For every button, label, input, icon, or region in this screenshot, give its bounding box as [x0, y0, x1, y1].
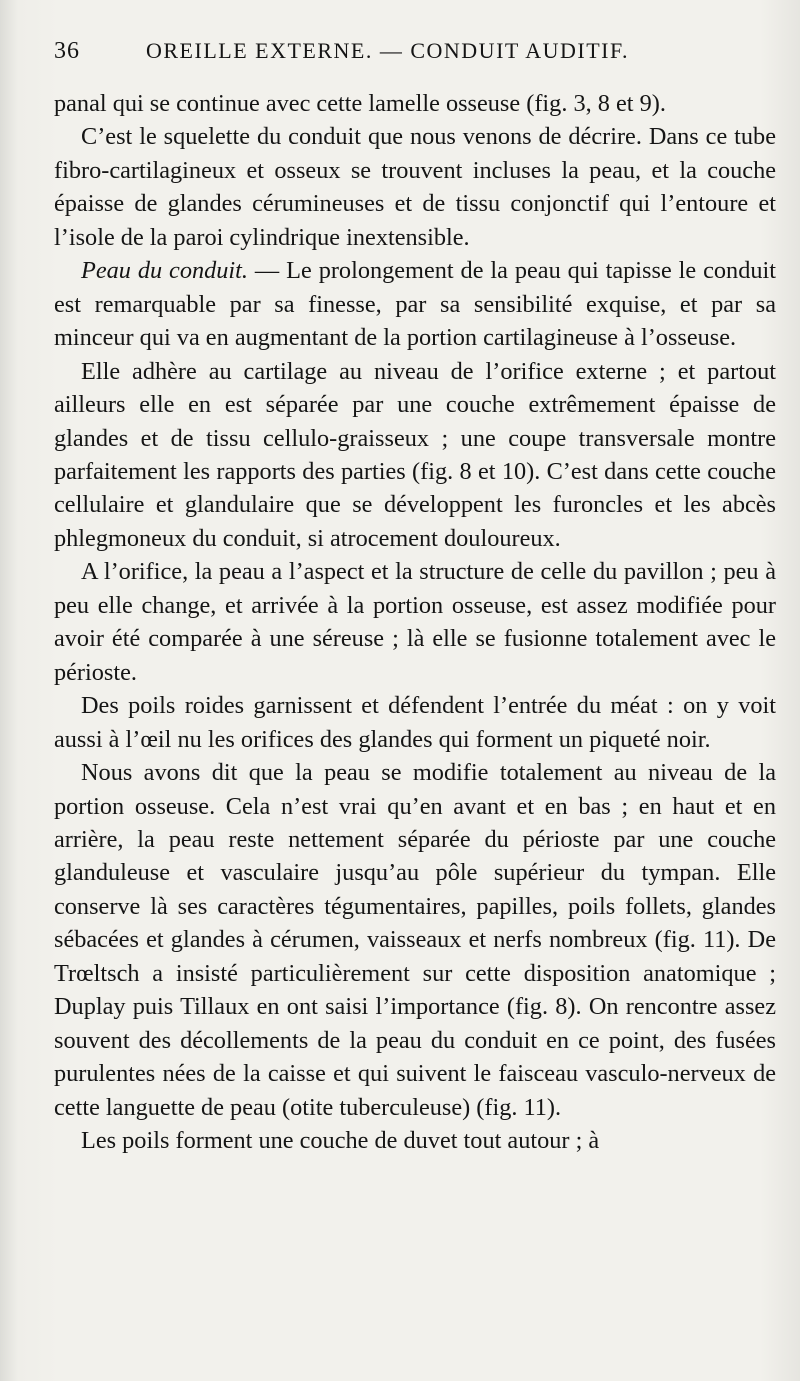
paragraph-text: Des poils roides garnissent et défendent l’entrée du méat : on y voit aussi à l’œil nu les orifices des glandes qui forment un piqueté noir.	[54, 692, 776, 753]
paragraph	[54, 555, 776, 689]
section-heading: Peau du conduit.	[81, 257, 249, 285]
paragraph-text: Nous avons dit que la peau se modifie totalement au niveau de la portion osseuse. Cela n’est vrai qu’en avant et en bas ; en haut et en arrière, la peau reste nettement séparée du périoste par une couche glanduleuse et vasculaire jusqu’au pôle supérieur du tympan. Elle conserve là ses caractères tégumentaires, papilles, poils follets, glandes sébacées et glandes à cérumen, vaisseaux et nerfs nombreux (fig. 11). De Trœltsch a insisté particulièrement sur cette disposition anatomique ; Duplay puis Tillaux en ont saisi l’importance (fig. 8). On rencontre assez souvent des décollements de la peau du conduit en ce point, des fusées purulentes nées de la caisse et qui suivent le faisceau vasculo-nerveux de cette languette de peau (otite tuberculeuse) (fig. 11).	[54, 759, 776, 1121]
paragraph-text: A l’orifice, la peau a l’aspect et la structure de celle du pavillon ; peu à peu elle change, et arrivée à la portion osseuse, est assez modifiée pour avoir été comparée à une séreuse ; là elle se fusionne totalement avec le périoste.	[54, 558, 776, 686]
body-text	[54, 87, 776, 1158]
paragraph-text: Les poils forment une couche de duvet tout autour ; à	[81, 1127, 600, 1155]
paragraph	[54, 1124, 776, 1157]
paragraph	[54, 756, 776, 1124]
paragraph-peau-du-conduit	[54, 254, 776, 354]
paragraph-text: Elle adhère au cartilage au niveau de l’orifice externe ; et partout ailleurs elle en est séparée par une couche extrêmement épaisse de glandes et de tissu cellulo-graisseux ; une coupe transversale montre parfaitement les rapports des parties (fig. 8 et 10). C’est dans cette couche cellulaire et glandulaire que se développent les furoncles et les abcès phlegmoneux du conduit, si atrocement douloureux.	[54, 357, 776, 552]
running-title: OREILLE EXTERNE. — CONDUIT AUDITIF.	[146, 38, 629, 63]
paragraph-continuation	[54, 87, 776, 120]
paragraph-text: — Le prolongement de la peau qui tapisse le conduit est remarquable par sa finesse, par sa sensibilité exquise, et par sa minceur qui va en augmentant de la portion cartilagineuse à l’osseuse.	[54, 257, 776, 352]
paragraph-text: panal qui se continue avec cette lamelle osseuse (fig. 3, 8 et 9).	[54, 90, 666, 117]
paragraph	[54, 689, 776, 756]
page-number: 36	[54, 38, 80, 64]
running-header	[54, 38, 776, 72]
paragraph	[54, 120, 776, 254]
paragraph	[54, 355, 776, 556]
paragraph-text: C’est le squelette du conduit que nous venons de décrire. Dans ce tube fibro-cartilagineux et osseux se trouvent incluses la peau, et la couche épaisse de glandes cérumineuses et de tissu conjonctif qui l’entoure et l’isole de la paroi cylindrique inextensible.	[54, 123, 776, 251]
